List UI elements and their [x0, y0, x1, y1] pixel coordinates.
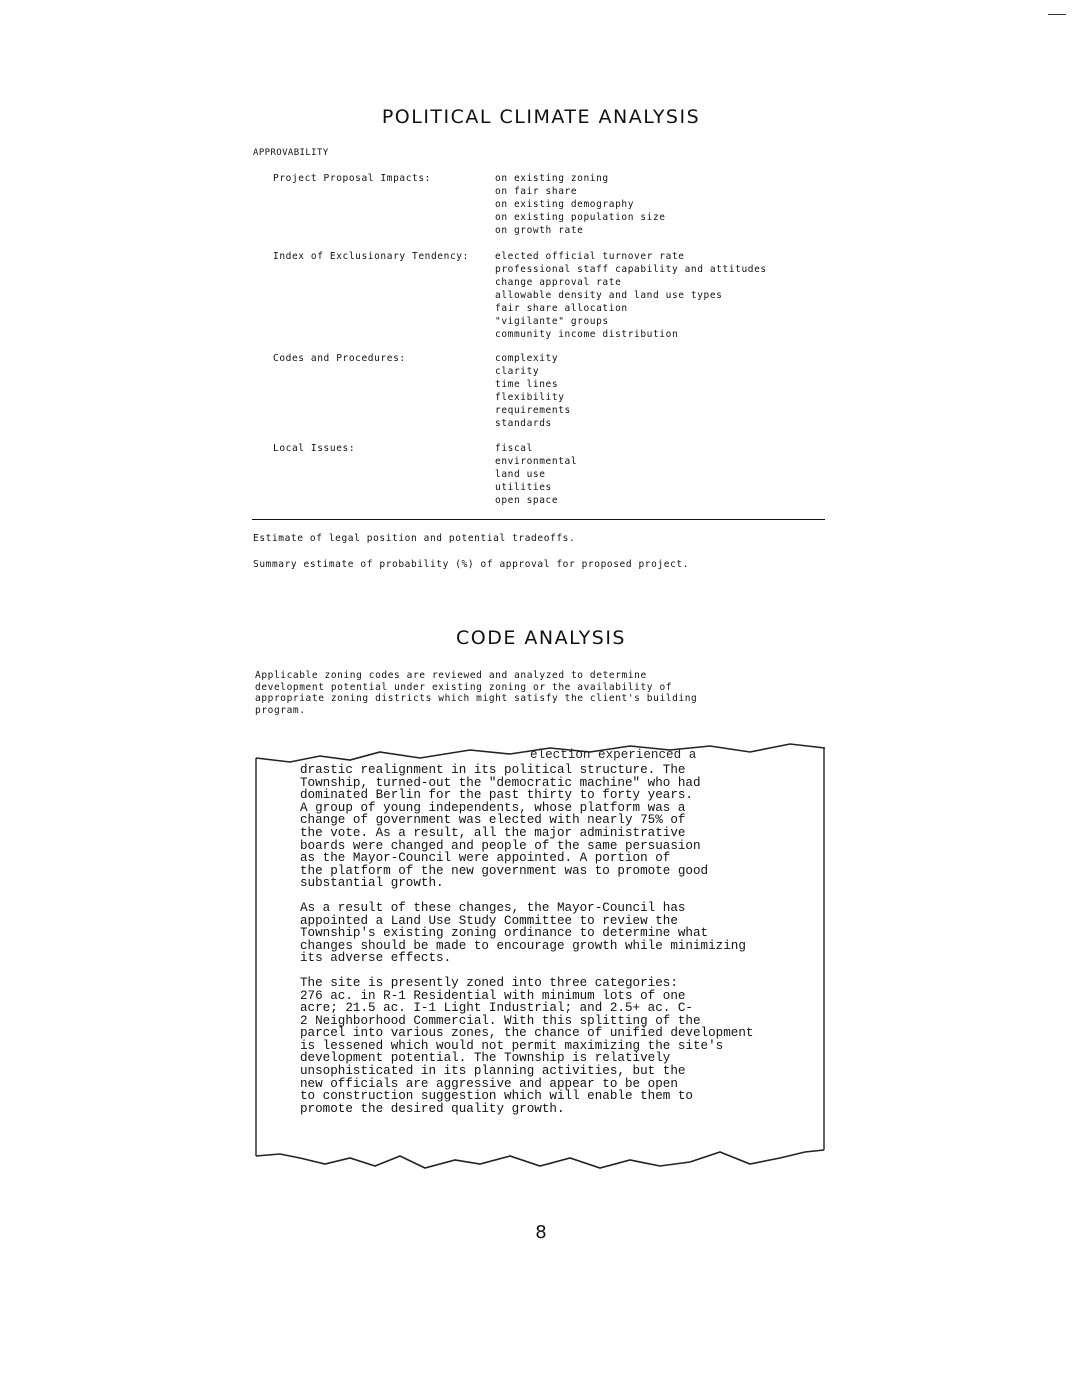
excerpt-top-fragment: election experienced a — [530, 748, 697, 762]
list-item: requirements — [495, 405, 571, 416]
list-item: time lines — [495, 379, 559, 390]
excerpt-paragraph: The site is presently zoned into three categories: 276 ac. in R-1 Residential with minimum lots of one acre; 21.5 ac. I-1 Light Industrial; and 2.5+ ac. C- 2 Neighborhood Commercial. With this splitting of the parcel into various zones, the chance of unified development is lessened which would not permit maximizing the site's development potential. The Township is relatively unsophisticated in its planning activities, but the new officials are aggressive and appear to be open to construction suggestion which will enable them to promote the desired quality growth. — [300, 975, 754, 1116]
row-label-exclusionary-index: Index of Exclusionary Tendency: — [273, 251, 469, 262]
section-divider — [252, 519, 825, 520]
political-climate-title: POLITICAL CLIMATE ANALYSIS — [381, 106, 701, 128]
list-item: change approval rate — [495, 277, 622, 288]
list-item: on fair share — [495, 186, 578, 197]
list-item: clarity — [495, 366, 540, 377]
excerpt-paragraph: drastic realignment in its political structure. The Township, turned-out the "democratic machine" who had dominated Berlin for the past thirty to forty years. A group of young independents, whose platform was a change of government was elected with nearly 75% of the vote. As a result, all the major administrative boards were changed and people of the same persuasion as the Mayor-Council were appointed. A portion of the platform of the new government was to promote good substantial growth. — [300, 763, 709, 891]
list-item: complexity — [495, 353, 559, 364]
list-item: utilities — [495, 482, 552, 493]
list-item: land use — [495, 469, 546, 480]
list-item: community income distribution — [495, 329, 679, 340]
list-item: standards — [495, 418, 552, 429]
excerpt-text — [300, 764, 800, 1127]
list-item: allowable density and land use types — [495, 290, 723, 301]
row-label-codes-procedures: Codes and Procedures: — [273, 353, 406, 364]
row-label-project-proposal: Project Proposal Impacts: — [273, 173, 431, 184]
list-item: on existing demography — [495, 199, 635, 210]
list-item: professional staff capability and attitudes — [495, 264, 767, 275]
corner-mark — [1048, 14, 1066, 15]
torn-bottom-edge — [256, 1150, 824, 1168]
list-item: "vigilante" groups — [495, 316, 609, 327]
list-item: elected official turnover rate — [495, 251, 685, 262]
list-item: fiscal — [495, 443, 533, 454]
summary-note: Summary estimate of probability (%) of approval for proposed project. — [253, 559, 690, 570]
list-item: fair share allocation — [495, 303, 628, 314]
code-analysis-title: CODE ANALYSIS — [456, 627, 626, 649]
approvability-label: APPROVABILITY — [253, 148, 329, 158]
list-item: flexibility — [495, 392, 565, 403]
excerpt-paragraph: As a result of these changes, the Mayor-Council has appointed a Land Use Study Committee to review the Township's existing zoning ordinance to determine what changes should be made to encourage growth while minimizing its adverse effects. — [300, 900, 746, 966]
list-item: on existing zoning — [495, 173, 609, 184]
list-item: open space — [495, 495, 559, 506]
list-item: on existing population size — [495, 212, 666, 223]
code-analysis-description: Applicable zoning codes are reviewed and analyzed to determine development potential under existing zoning or the availability of appropriate zoning districts which might satisfy the client's building program. — [255, 670, 698, 716]
list-item: environmental — [495, 456, 578, 467]
row-items-exclusionary-index — [495, 250, 825, 341]
page-number: 8 — [535, 1222, 547, 1243]
row-items-project-proposal — [495, 172, 825, 237]
estimate-note: Estimate of legal position and potential tradeoffs. — [253, 533, 576, 544]
list-item: on growth rate — [495, 225, 584, 236]
row-items-local-issues — [495, 442, 825, 507]
row-label-local-issues: Local Issues: — [273, 443, 356, 454]
row-items-codes-procedures — [495, 352, 825, 430]
